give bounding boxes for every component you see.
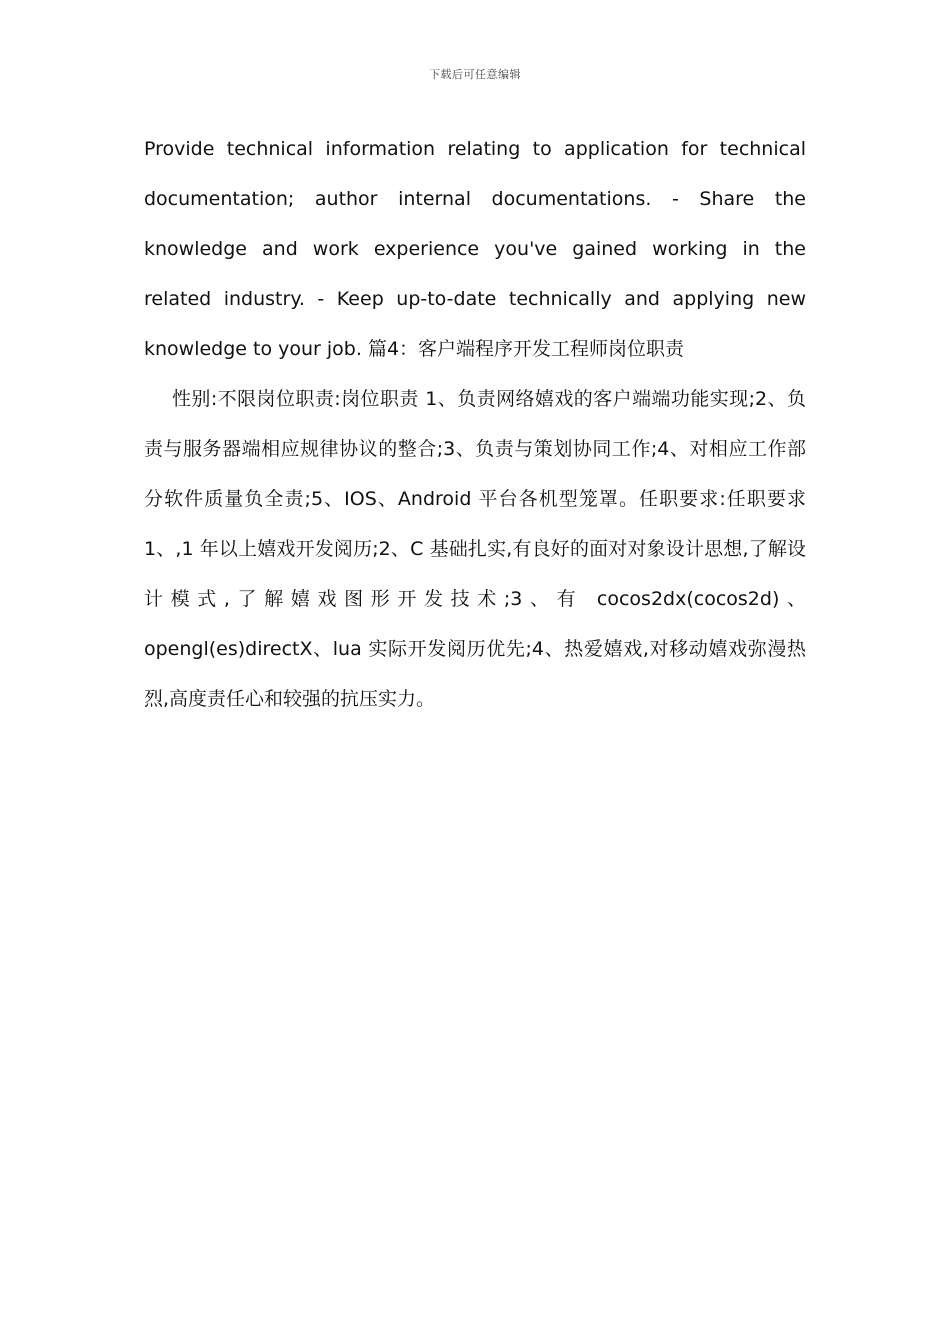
paragraph-responsibilities-english: Provide technical information relating to application for technical documentation; author internal documentations. - Share the knowledge and work experience you've gained working in the related industry. - Keep up-to-date technically and applying new knowledge to your job. 篇4：客户端程序开发工程师岗位职责 — [144, 138, 806, 360]
paragraph-job-description: 性别:不限岗位职责:岗位职责 1、负责网络嬉戏的客户端端功能实现;2、负责与服务器端相应规律协议的整合;3、负责与策划协同工作;4、对相应工作部分软件质量负全责;5、IOS、Android 平台各机型笼罩。任职要求:任职要求 1、,1 年以上嬉戏开发阅历;2、C 基础扎实,有良好的面对对象设计思想,了解设计模式,了解嬉戏图形开发技术;3、有 cocos2dx(cocos2d)、opengl(es)directX、lua 实际开发阅历优先;4、热爱嬉戏,对移动嬉戏弥漫热烈,高度责任心和较强的抗压实力。 — [144, 388, 806, 710]
page-header-note: 下载后可任意编辑 — [429, 68, 521, 81]
document-body — [144, 124, 806, 724]
